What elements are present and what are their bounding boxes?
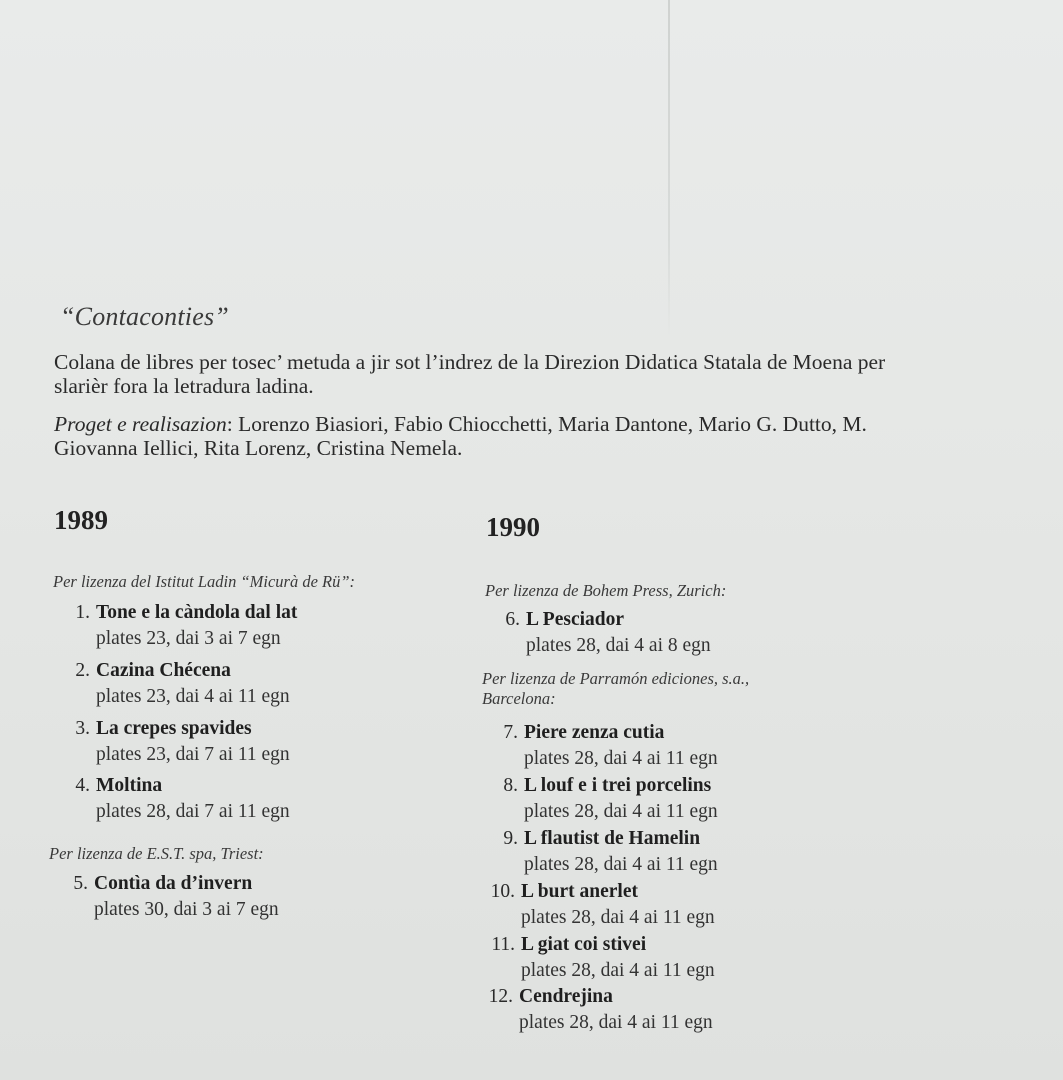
item-number: 7. <box>503 722 518 743</box>
item-number: 3. <box>75 718 90 739</box>
book-title: Tone e la càndola dal lat <box>96 602 298 623</box>
item-number: 5. <box>73 873 88 894</box>
year-heading-1990: 1990 <box>486 512 540 542</box>
book-title: Cendrejina <box>519 986 613 1007</box>
book-details: plates 28, dai 4 ai 11 egn <box>521 907 715 928</box>
book-details: plates 28, dai 4 ai 11 egn <box>521 960 715 981</box>
item-number: 10. <box>490 881 515 902</box>
item-number: 4. <box>75 775 90 796</box>
license-note-line: Per lizenza de Parramón ediciones, s.a., <box>482 669 750 688</box>
book-details: plates 23, dai 3 ai 7 egn <box>96 628 281 649</box>
credits <box>54 412 904 460</box>
license-note: Per lizenza de Bohem Press, Zurich: <box>485 581 727 600</box>
book-title: L giat coi stivei <box>521 934 647 955</box>
book-title: L louf e i trei porcelins <box>524 775 712 796</box>
credits-lead: Proget e realisazion <box>54 412 227 436</box>
book-details: plates 28, dai 4 ai 11 egn <box>524 748 718 769</box>
credits-names: : Lorenzo Biasiori, Fabio Chiocchetti, Maria Dantone, Mario G. Dutto, M. Giovanna Iellici, Rita Lorenz, Cristina Nemela. <box>54 412 867 460</box>
book-details: plates 23, dai 4 ai 11 egn <box>96 686 290 707</box>
item-number: 2. <box>75 660 90 681</box>
book-details: plates 28, dai 4 ai 8 egn <box>526 635 711 656</box>
book-title: L Pesciador <box>526 609 625 630</box>
paper-fold-line <box>668 0 670 340</box>
license-note: Per lizenza del Istitut Ladin “Micurà de Rü”: <box>53 572 356 591</box>
item-number: 9. <box>503 828 518 849</box>
item-number: 11. <box>491 934 515 955</box>
book-title: L flautist de Hamelin <box>524 828 701 849</box>
book-title: Cazina Chécena <box>96 660 231 681</box>
book-title: Moltina <box>96 775 163 796</box>
license-note-line: Barcelona: <box>482 689 556 708</box>
book-details: plates 28, dai 4 ai 11 egn <box>524 801 718 822</box>
book-details: plates 23, dai 7 ai 11 egn <box>96 744 290 765</box>
book-details: plates 30, dai 3 ai 7 egn <box>94 899 279 920</box>
book-details: plates 28, dai 4 ai 11 egn <box>519 1012 713 1033</box>
year-heading-1989: 1989 <box>54 505 108 535</box>
book-title: Piere zenza cutia <box>524 722 665 743</box>
item-number: 6. <box>505 609 520 630</box>
book-details: plates 28, dai 4 ai 11 egn <box>524 854 718 875</box>
book-title: L burt anerlet <box>521 881 638 902</box>
book-title: Contìa da d’invern <box>94 873 253 894</box>
book-title: La crepes spavides <box>96 718 252 739</box>
item-number: 1. <box>75 602 90 623</box>
book-details: plates 28, dai 7 ai 11 egn <box>96 801 290 822</box>
series-title: “Contaconties” <box>60 302 229 331</box>
item-number: 12. <box>488 986 513 1007</box>
series-description: Colana de libres per tosec’ metuda a jir sot l’indrez de la Direzion Didatica Statala de Moena per slarièr fora la letradura ladina. <box>54 350 886 398</box>
license-note: Per lizenza de E.S.T. spa, Triest: <box>49 844 264 863</box>
item-number: 8. <box>503 775 518 796</box>
license-note <box>482 669 749 709</box>
